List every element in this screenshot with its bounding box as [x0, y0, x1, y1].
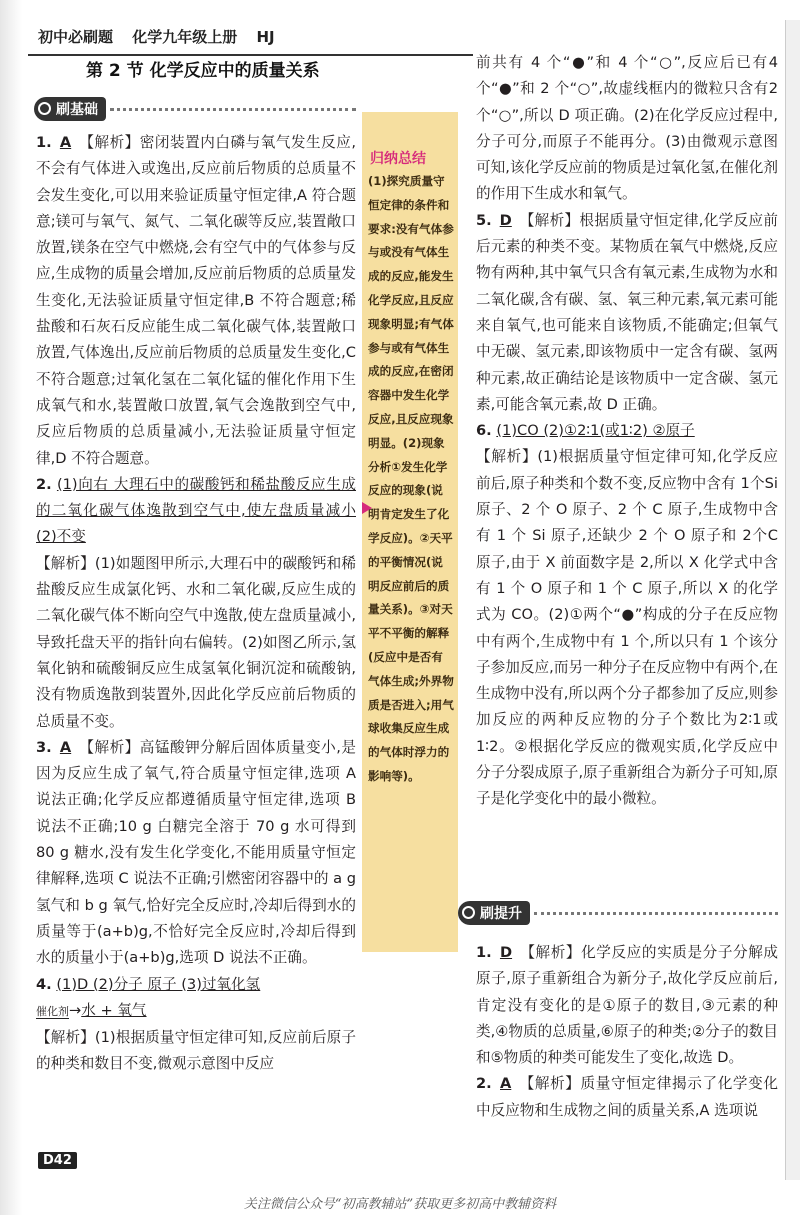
q-answer: D: [499, 211, 512, 229]
q1: [36, 130, 356, 472]
q5: [476, 208, 778, 418]
q-answer: (1)向右 大理石中的碳酸钙和稀盐酸反应生成的二氧化碳气体逸散到空气中,使左盘质量减小 (2)不变: [36, 475, 356, 546]
q-number: 3.: [36, 738, 52, 756]
q-answer: (1)CO (2)①2∶1(或1∶2) ②原子: [496, 422, 695, 440]
q4-equation: 催化剂→水 + 氧气: [36, 1001, 147, 1019]
adv-q2: [476, 1071, 778, 1124]
q6-explanation: 【解析】(1)根据质量守恒定律可知,化学反应前后,原子种类和个数不变,反应物中含有 1个Si 原子、2 个 O 原子、2 个 C 原子,生成物中含有 1 个 Si 原子,还缺少 2 个 O 原子和 2个C 原子,由于 X 前面数字是 2,所以 X 化学式中含有 1 个 O 原子和 1 个 C 原子,所以 X 的化学式为 CO。(2)①两个“●”构成的分子在反应物中有两个,生成物中有 1 个,所以只有 1 个该分子参加反应,而另一种分子在反应物中有两个,在生成物中没有,所以两个分子都参加了反应,则参加反应的两种反应物的分子个数比为2∶1或1∶2。②根据化学反应的微观实质,化学反应中分子分裂成原子,原子重新组合为新分子可知,原子是化学变化中的最小微粒。: [476, 448, 778, 808]
q-answer: A: [59, 134, 72, 151]
q-answer: D: [499, 944, 513, 961]
basic-badge-label: 刷基础: [34, 97, 106, 121]
q4-continued: 前共有 4 个“●”和 4 个“○”,反应后已有4个“●”和 2 个“○”,故虚线框内的微粒只含有2个“○”,所以 D 项正确。(2)在化学反应过程中,分子可分,而原子不能再分。(3)由微观示意图可知,该化学反应前的物质是过氧化氢,在催化剂的作用下生成水和氧气。: [476, 54, 778, 203]
left-column: [36, 130, 356, 1078]
q2-explanation: 【解析】(1)如题图甲所示,大理石中的碳酸钙和稀盐酸反应生成氯化钙、水和二氧化碳,反应生成的二氧化碳气体不断向空气中逸散,使左盘质量减小,导致托盘天平的指针向右偏转。(2)如图乙所示,氢氧化钠和硫酸铜反应生成氢氧化铜沉淀和硫酸钠,没有物质逸散到装置外,因此化学反应前后物质的总质量不变。: [36, 554, 356, 730]
summary-text: (1)探究质量守恒定律的条件和要求:没有气体参与或没有气体生成的反应,能发生化学反应,且反应现象明显;有气体参与或有气体生成的反应,在密闭容器中发生化学反应,且反应现象明显。(2)现象分析①发生化学反应的现象(说明肯定发生了化学反应)。②天平的平衡情况(说明反应前后的质量关系)。③对天平不平衡的解释(反应中是否有气体生成;外界物质是否进入;用气球收集反应生成的气体时浮力的影响等)。: [368, 174, 454, 783]
q6: [476, 418, 778, 444]
q-explanation: 【解析】高锰酸钾分解后固体质量变小,是因为反应生成了氧气,符合质量守恒定律,选项 A 说法正确;化学反应都遵循质量守恒定律,选项 B 说法不正确;10 g 白糖完全溶于 70 g 水可得到 80 g 糖水,没有发生化学变化,不能用质量守恒定律解释,选项 C 说法不正确;引燃密闭容器中的 a g 氢气和 b g 氧气,恰好完全反应时,冷却后得到水的质量等于(a+b)g,不恰好完全反应时,冷却后得到水的质量小于(a+b)g,选项 D 说法不正确。: [36, 738, 357, 967]
q-number: 4.: [36, 975, 52, 993]
summary-title: 归纳总结: [370, 151, 426, 167]
running-header: [38, 26, 498, 52]
subject-title: 化学九年级上册: [132, 28, 238, 46]
dotted-divider: [110, 108, 356, 111]
adv-q1: [476, 940, 778, 1071]
footer-note: 关注微信公众号“初高教辅站”获取更多初高中教辅资料: [243, 1197, 557, 1212]
advanced-badge-label: 刷提升: [458, 901, 530, 925]
q-number: 6.: [476, 422, 492, 440]
right-column-advanced: [476, 940, 778, 1124]
q-answer: A: [59, 738, 72, 756]
q4: [36, 972, 356, 998]
page-edge: [785, 20, 800, 1180]
q2: [36, 472, 356, 551]
right-column: [476, 50, 778, 813]
q3: [36, 735, 356, 972]
q-explanation: 【解析】根据质量守恒定律,化学反应前后元素的种类不变。某物质在氧气中燃烧,反应物有两种,其中氧气只含有氧元素,生成物为水和二氧化碳,含有碳、氢、氧三种元素,氧元素可能来自氧气,也可能来自该物质,不能确定;但氧气中无碳、氢元素,即该物质中一定含有碳、氢两种元素,故正确结论是该物质中一定含碳、氢元素,可能含氧元素,故 D 正确。: [476, 211, 779, 413]
page-number: D42: [38, 1152, 77, 1169]
section-title: 第 2 节 化学反应中的质量关系: [86, 61, 320, 81]
q-number: 2.: [36, 475, 52, 493]
q-number: 1.: [36, 134, 52, 151]
equation-products: 水 + 氧气: [81, 1001, 147, 1019]
book-title: 初中必刷题: [38, 28, 114, 46]
q-explanation: 【解析】化学反应的实质是分子分解成原子,原子重新组合为新分子,故化学反应前后,肯定没有变化的是①原子的数目,③元素的种类,④物质的总质量,⑥原子的种类;②分子的数目和⑤物质的种类可能发生了变化,故选 D。: [476, 944, 779, 1067]
q-explanation: 【解析】密闭装置内白磷与氧气发生反应,不会有气体进入或逸出,反应前后物质的总质量不会发生变化,可以用来验证质量守恒定律,A 符合题意;镁可与氧气、氮气、二氧化碳等反应,装置敞口放置,镁条在空气中燃烧,会有空气中的气体参与反应,生成物的质量会增加,反应前后物质的总质量发生变化,无法验证质量守恒定律,B 不符合题意;稀盐酸和石灰石反应能生成二氧化碳气体,装置敞口放置,气体逸出,反应前后物质的总质量发生变化,C 不符合题意;过氧化氢在二氧化锰的催化作用下生成氧气和水,装置敞口放置,氧气会逸散到空气中,反应后物质的总质量减小,无法验证质量守恒定律,D 不符合题意。: [36, 134, 357, 467]
q4-explanation: 【解析】(1)根据质量守恒定律可知,反应前后原子的种类和数目不变,微观示意图中反应: [36, 1029, 356, 1073]
advanced-badge: [458, 900, 778, 926]
q-explanation: 【解析】质量守恒定律揭示了化学变化中反应物和生成物之间的质量关系,A 选项说: [476, 1075, 779, 1119]
q-answer: (1)D (2)分子 原子 (3)过氧化氢: [56, 975, 261, 993]
q-number: 1.: [476, 944, 492, 961]
pointer-arrow-icon: [362, 502, 372, 514]
q-number: 5.: [476, 211, 492, 229]
q-number: 2.: [476, 1075, 492, 1093]
binding-shade: [0, 0, 22, 1215]
basic-badge: [34, 96, 356, 122]
dotted-divider: [534, 912, 778, 915]
catalyst-label: 催化剂: [36, 1004, 69, 1018]
q-answer: A: [500, 1075, 512, 1093]
edition-label: HJ: [256, 28, 275, 46]
